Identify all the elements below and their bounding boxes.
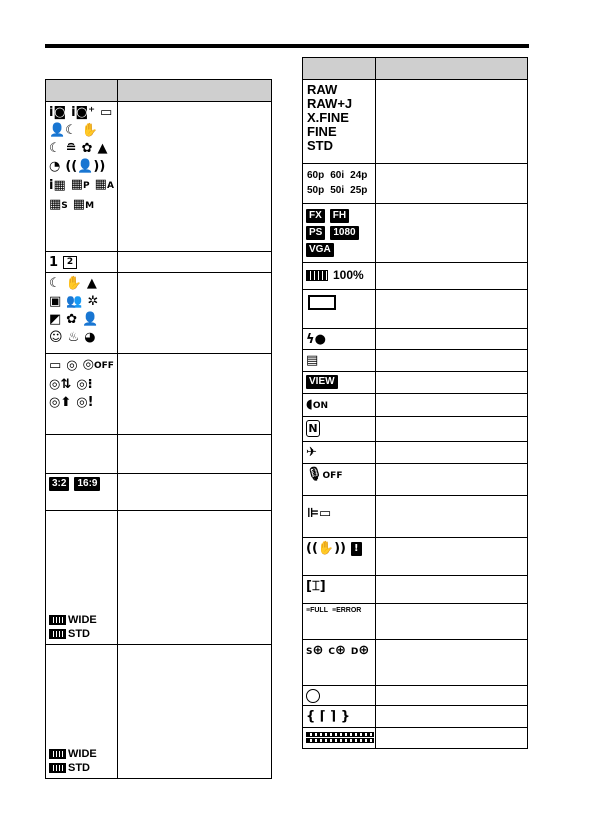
- left-header-display: [46, 80, 118, 102]
- movie-s-icon: ▦S: [49, 197, 68, 212]
- framerate-icons: [303, 164, 375, 202]
- row-overheat-icons: [303, 576, 376, 604]
- night-portrait-icon: ◔: [49, 159, 61, 174]
- aspect-16-9-icon: 16:9: [74, 477, 100, 491]
- movie-1080-icon: 1080: [330, 226, 358, 240]
- panorama-wide-icon-2: WIDE: [49, 748, 97, 760]
- setting-effect-icons: [303, 350, 375, 370]
- movie-intelligent-icon: i▦: [49, 178, 66, 193]
- movie-p-icon: ▦P: [70, 177, 90, 192]
- wifi-upload-icon: ◎⬆: [49, 395, 72, 410]
- left-icon-table: [45, 79, 272, 779]
- row-wind-noise-desc: [376, 496, 528, 538]
- fr-25p: 25p: [350, 185, 368, 196]
- panorama-size-icons: [49, 614, 97, 640]
- battery-warning-icons: [303, 290, 375, 315]
- row-panorama-size-icons: [46, 511, 118, 645]
- row-battery-warning-desc: [376, 290, 528, 329]
- aspect-ratio-icons: [46, 474, 117, 493]
- media-wifi-icons: [46, 354, 117, 412]
- airplane-mode-icon: ✈: [306, 445, 317, 460]
- wifi-off-icon: ◎OFF: [82, 357, 114, 372]
- zoom-icons: [303, 640, 375, 662]
- row-mic-icons: [303, 464, 376, 496]
- flash-charging-icon: ϟ●: [306, 332, 326, 347]
- landscape-icon: ▲: [97, 141, 108, 156]
- airplane-icons: [303, 442, 375, 462]
- memory-card-icon: ▭: [49, 358, 62, 373]
- database-full-icon: ≡FULL: [306, 607, 328, 614]
- fr-50i: 50i: [330, 185, 345, 196]
- focus-area-icon: { ⌈ ⌉ }: [306, 709, 350, 724]
- row-aspect-ratio-icons: [46, 474, 118, 511]
- movie-fx-icon: FX: [306, 209, 325, 223]
- af-illuminator-icon: ◖ON: [306, 397, 329, 412]
- row-scene-recognition-desc: [118, 273, 272, 354]
- scene-recognition-icons: [46, 273, 117, 347]
- row-media-wifi-icons: [46, 354, 118, 435]
- low-light-icon: ♨: [67, 330, 80, 345]
- row-af-illuminator-icons: [303, 394, 376, 417]
- battery-low-icon: [308, 295, 336, 310]
- row-empty-desc: [118, 435, 272, 474]
- wifi-error-icon: ◎!: [76, 395, 94, 410]
- focus-area-icons: [303, 706, 375, 726]
- battery-icons: [303, 263, 375, 287]
- macro-icon: ✿: [81, 141, 93, 156]
- row-focus-area-desc: [376, 706, 528, 728]
- digital-zoom-icon: D⊕: [350, 643, 370, 658]
- wifi-icon: ◎: [66, 358, 78, 373]
- row-movie-size-icons: [303, 204, 376, 263]
- left-header-indication: [118, 80, 272, 102]
- row-wind-noise-icons: [303, 496, 376, 538]
- row-overheat-desc: [376, 576, 528, 604]
- row-memory-recall-icons: [46, 252, 118, 273]
- row-panorama-size-desc: [118, 511, 272, 645]
- panorama-std-icon-2: STD: [49, 762, 97, 774]
- battery-icon: [306, 270, 328, 281]
- night-scene-icon: ☾: [49, 141, 61, 156]
- flash-charge-icons: [303, 329, 375, 349]
- shooting-mode-icons: [46, 102, 117, 216]
- row-framerate-icons: [303, 164, 376, 204]
- row-zoom-desc: [376, 640, 528, 686]
- row-panorama-direction-desc: [118, 645, 272, 779]
- row-view-desc: [376, 372, 528, 394]
- fine-label: FINE: [307, 124, 337, 139]
- backlight-portrait-icon: ▣: [49, 294, 62, 309]
- landscape-scene-icon: ▲: [86, 276, 97, 291]
- wind-noise-icons: [303, 496, 375, 531]
- row-blur-warning-icons: [303, 538, 376, 576]
- mic-icons: [303, 464, 375, 486]
- movie-ps-icon: PS: [306, 226, 325, 240]
- row-flash-charge-icons: [303, 329, 376, 350]
- row-battery-icons: [303, 263, 376, 290]
- row-airplane-icons: [303, 442, 376, 464]
- af-illuminator-icons: [303, 394, 375, 416]
- row-audio-level-icons: [303, 728, 376, 749]
- row-audio-level-desc: [376, 728, 528, 749]
- row-empty-icons: [46, 435, 118, 474]
- row-database-desc: [376, 604, 528, 640]
- aspect-3-2-icon: 3:2: [49, 477, 69, 491]
- raw-j-label: RAW+J: [307, 96, 353, 111]
- row-spot-meter-icons: [303, 686, 376, 706]
- row-battery-desc: [376, 263, 528, 290]
- anti-motion-blur-icon: ((👤)): [65, 159, 106, 174]
- row-flash-charge-desc: [376, 329, 528, 350]
- night-portrait-scene-icon: 👤: [82, 312, 99, 327]
- smart-zoom-icon: S⊕: [306, 643, 324, 658]
- top-rule: [45, 44, 529, 48]
- backlight-icon: ◩: [49, 312, 62, 327]
- wind-noise-icon: ⊫▭: [307, 506, 332, 521]
- row-zoom-icons: [303, 640, 376, 686]
- row-shooting-mode-icons: [46, 102, 118, 252]
- row-mic-desc: [376, 464, 528, 496]
- right-header-indication: [376, 58, 528, 80]
- superior-auto-icon: i◙⁺: [71, 105, 96, 120]
- fr-60p: 60p: [307, 170, 325, 181]
- row-nfc-desc: [376, 417, 528, 442]
- database-icons: [303, 604, 375, 616]
- intelligent-auto-icon: i◙: [49, 105, 67, 120]
- row-framerate-desc: [376, 164, 528, 204]
- row-aspect-ratio-desc: [118, 474, 272, 511]
- portrait-scene-icon: 👥: [66, 294, 83, 309]
- smile-icon: ☺: [49, 330, 63, 345]
- memory-recall-icons: [46, 252, 117, 272]
- panorama-icon: ▭: [100, 105, 113, 120]
- spotlight-icon: ✲: [87, 294, 99, 309]
- right-header-display: [303, 58, 376, 80]
- view-icons: [303, 372, 375, 391]
- row-movie-size-desc: [376, 204, 528, 263]
- camera-shake-icon: ((✋)): [306, 541, 346, 556]
- row-memory-recall-desc: [118, 252, 272, 273]
- row-media-wifi-desc: [118, 354, 272, 435]
- row-blur-warning-desc: [376, 538, 528, 576]
- nfc-icons: [303, 417, 375, 439]
- row-battery-warning-icons: [303, 290, 376, 329]
- std-label: STD: [307, 138, 333, 153]
- setting-effect-off-icon: ▤: [306, 353, 319, 368]
- movie-size-icons: [303, 204, 375, 262]
- raw-label: RAW: [307, 82, 338, 97]
- panorama-direction-icons: [49, 748, 97, 774]
- movie-m-icon: ▦M: [72, 197, 95, 212]
- quality-icons: [303, 80, 375, 156]
- row-nfc-icons: [303, 417, 376, 442]
- audio-level-icons: [303, 728, 375, 747]
- row-panorama-direction-icons: [46, 645, 118, 779]
- blur-warning-icons: [303, 538, 375, 558]
- spot-meter-circle-icon: [306, 689, 320, 703]
- macro-scene-icon: ✿: [66, 312, 78, 327]
- movie-a-icon: ▦A: [94, 177, 114, 192]
- overheat-icons: [303, 576, 375, 596]
- movie-vga-icon: VGA: [306, 243, 334, 257]
- movie-fh-icon: FH: [330, 209, 349, 223]
- wifi-waiting-icon: ◎⁝: [76, 377, 93, 392]
- row-quality-desc: [376, 80, 528, 164]
- sports-icon: ✋: [81, 123, 99, 138]
- panorama-std-icon: STD: [49, 628, 97, 640]
- sunset-icon: ≘: [65, 141, 77, 156]
- fr-60i: 60i: [330, 170, 345, 181]
- panorama-wide-icon: WIDE: [49, 614, 97, 626]
- fr-24p: 24p: [350, 170, 368, 181]
- hand-held-night-icon: ✋: [65, 276, 82, 291]
- spot-meter-icons: [303, 686, 375, 705]
- row-quality-icons: [303, 80, 376, 164]
- memory-2-icon: 2: [63, 256, 77, 269]
- row-airplane-desc: [376, 442, 528, 464]
- row-spot-meter-desc: [376, 686, 528, 706]
- row-setting-effect-desc: [376, 350, 528, 372]
- fr-50p: 50p: [307, 185, 325, 196]
- row-scene-recognition-icons: [46, 273, 118, 354]
- wifi-transfer-icon: ◎⇅: [49, 377, 72, 392]
- warning-icon: !: [351, 542, 362, 556]
- memory-1-icon: 1: [49, 255, 59, 270]
- row-database-icons: [303, 604, 376, 640]
- portrait-icon: 👤☾: [49, 123, 77, 138]
- audio-level-ch1-icon: [306, 732, 374, 737]
- clear-image-zoom-icon: C⊕: [328, 643, 346, 658]
- row-shooting-mode-desc: [118, 102, 272, 252]
- right-icon-table: [302, 57, 528, 749]
- database-error-icon: ≡ERROR: [331, 607, 362, 614]
- row-view-icons: [303, 372, 376, 394]
- mic-off-icon: 🎙OFF: [306, 467, 343, 482]
- battery-percent: 100%: [333, 268, 364, 282]
- overheat-icon: [⌶]: [306, 579, 326, 594]
- audio-level-ch2-icon: [306, 738, 374, 743]
- xfine-label: X.FINE: [307, 110, 349, 125]
- view-icon: VIEW: [306, 375, 338, 389]
- row-af-illuminator-desc: [376, 394, 528, 417]
- infant-icon: ◕: [84, 330, 96, 345]
- row-focus-area-icons: [303, 706, 376, 728]
- night-view-icon: ☾: [49, 276, 61, 291]
- row-setting-effect-icons: [303, 350, 376, 372]
- nfc-icon: N: [306, 420, 320, 437]
